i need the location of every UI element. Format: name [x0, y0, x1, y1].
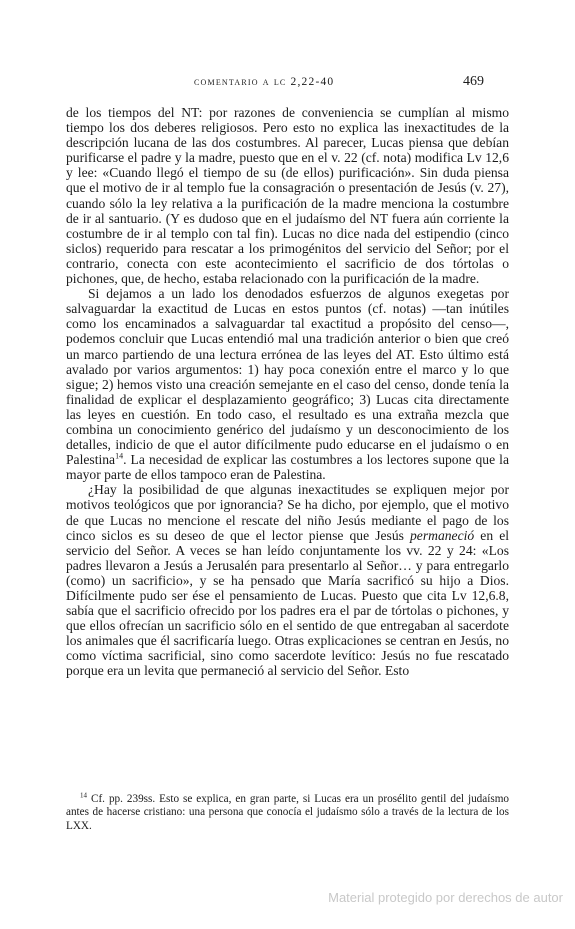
footnotes [66, 793, 509, 833]
paragraph-2-text-a: Si dejamos a un lado los denodados esfuerzos de algunos exegetas por salvaguardar la exactitud de Lucas en estos puntos (cf. notas) —tan inútiles como los encaminados a salvaguardar tal exactitud a propósito del censo—, podemos concluir que Lucas entendió mal una tradición anterior o bien que creó un marco partiendo de una lectura errónea de las leyes del AT. Esto último está avalado por varios argumentos: 1) hay poca conexión entre el marco y lo que sigue; 2) hemos visto una creación semejante en el caso del censo, donde tenía la finalidad de explicar el desplazamiento geográfico; 3) Lucas cita directamente las leyes en cuestión. En todo caso, el resultado es una extraña mezcla que combina un conocimiento genérico del judaísmo y un desconocimiento de los detalles, indicio de que el autor difícilmente pudo educarse en el judaísmo o en Palestina [66, 286, 509, 468]
paragraph-3 [66, 482, 509, 678]
page-number: 469 [463, 74, 484, 89]
paragraph-3-text-b: en el servicio del Señor. A veces se han leído conjuntamente los vv. 22 y 24: «Los padres llevaron a Jesús a Jerusalén para presentarlo al Señor… y para entregarlo (como) un sacrificio», y se ha pensado que María sacrificó su hijo a Dios. Difícilmente pudo ser ése el pensamiento de Lucas. Puesto que cita Lv 12,6.8, sabía que el sacrificio ofrecido por los padres era el par de tórtolas o pichones, y que ellos ofrecían un sacrificio sólo en el sentido de que entregaban al sacerdote los animales que él sacrificaría luego. Otras explicaciones se centran en Jesús, no como víctima sacrificial, sino como sacerdote levítico: Jesús no fue rescatado porque era un levita que permaneció al servicio del Señor. Esto [66, 527, 510, 679]
body-text [66, 105, 509, 679]
paragraph-2-text-b: . La necesidad de explicar las costumbres a los lectores supone que la mayor parte de ellos tampoco eran de Palestina. [66, 452, 509, 483]
paragraph-1: de los tiempos del NT: por razones de conveniencia se cumplían al mismo tiempo los dos deberes religiosos. Pero esto no explica las inexactitudes de la descripción lucana de las dos costumbres. Al parecer, Lucas piensa que debían purificarse el padre y la madre, puesto que en el v. 22 (cf. nota) modifica Lv 12,6 y lee: «Cuando llegó el tiempo de su (de ellos) purificación». Sin duda piensa que el motivo de ir al templo fue la consagración o presentación de Jesús (v. 27), cuando sólo la ley relativa a la purificación de la madre menciona la costumbre de ir al santuario. (Y es dudoso que en el judaísmo del NT fuera aún corriente la costumbre de ir al templo con tal fin). Lucas no dice nada del estipendio (cinco siclos) requerido para rescatar a los primogénitos del servicio del Señor; por el contrario, conecta con este acontecimiento el sacrificio de dos tórtolas o pichones, que, de hecho, estaba relacionado con la purificación de la madre. [66, 105, 509, 287]
paragraph-2 [66, 286, 509, 482]
footnote-text: Cf. pp. 239ss. Esto se explica, en gran parte, si Lucas era un prosélito gentil del judaísmo antes de hacerse cristiano: una persona que conocía el judaísmo sólo a través de la lectura de los LXX. [66, 793, 510, 832]
footnote-14 [66, 793, 509, 833]
footnote-number: 14 [80, 791, 87, 800]
running-head: comentario a lc 2,22-40 [194, 76, 335, 88]
paragraph-3-text-a: ¿Hay la posibilidad de que algunas inexactitudes se expliquen mejor por motivos teológicos que por ignorancia? Se ha dicho, por ejemplo, que el motivo de que Lucas no mencione el rescate del niño Jesús mediante el pago de los cinco siclos es su deseo de que el lector piense que Jesús [66, 482, 509, 543]
footnote-reference-14[interactable]: 14 [115, 451, 124, 461]
emphasis-word: permaneció [410, 527, 475, 543]
page-header [66, 76, 484, 96]
copyright-watermark: Material protegido por derechos de autor [328, 890, 563, 905]
